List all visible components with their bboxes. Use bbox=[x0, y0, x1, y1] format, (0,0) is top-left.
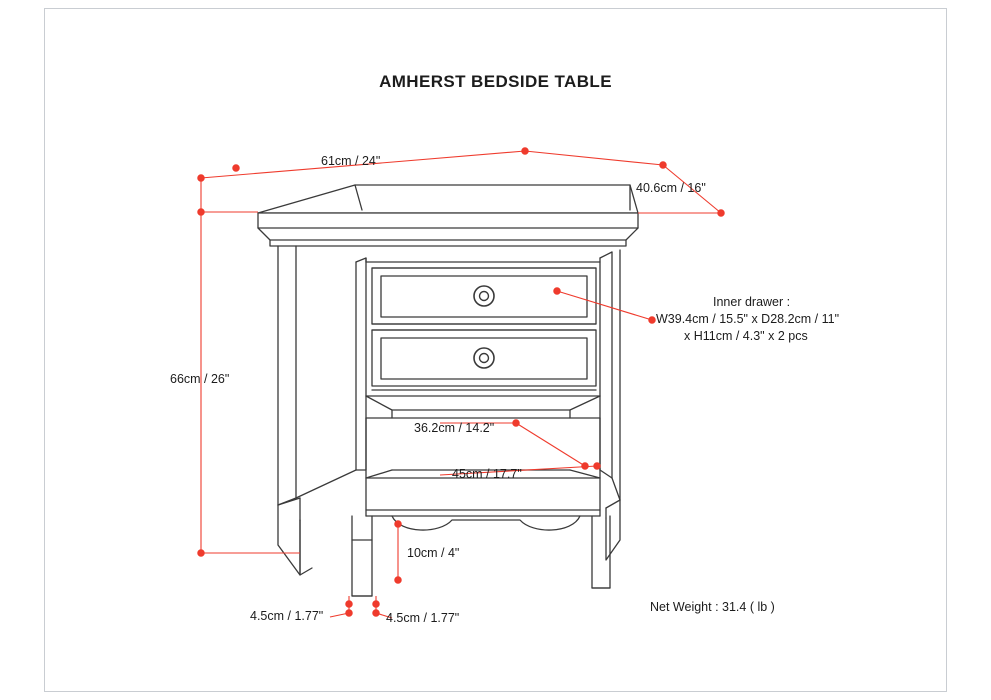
dimension-shelf-width: 45cm / 17.7" bbox=[452, 467, 522, 481]
dimension-leg-clearance: 10cm / 4" bbox=[407, 546, 460, 560]
dimension-width: 61cm / 24" bbox=[321, 154, 381, 168]
drawer-knob-upper bbox=[474, 286, 494, 306]
table-outline bbox=[258, 185, 638, 596]
drawer-knob-lower bbox=[474, 348, 494, 368]
page-title: AMHERST BEDSIDE TABLE bbox=[379, 72, 612, 91]
net-weight: Net Weight : 31.4 ( lb ) bbox=[650, 600, 775, 614]
inner-drawer-line3: x H11cm / 4.3" x 2 pcs bbox=[684, 329, 808, 343]
dimension-shelf-height: 36.2cm / 14.2" bbox=[414, 421, 495, 435]
dimension-height: 66cm / 26" bbox=[170, 372, 230, 386]
dimension-depth: 40.6cm / 16" bbox=[636, 181, 706, 195]
inner-drawer-line2: W39.4cm / 15.5" x D28.2cm / 11" bbox=[656, 312, 840, 326]
inner-drawer-line1: Inner drawer : bbox=[713, 295, 791, 309]
dimension-leg-thickness-left: 4.5cm / 1.77" bbox=[250, 609, 324, 623]
dimension-leg-thickness-right: 4.5cm / 1.77" bbox=[386, 611, 460, 625]
